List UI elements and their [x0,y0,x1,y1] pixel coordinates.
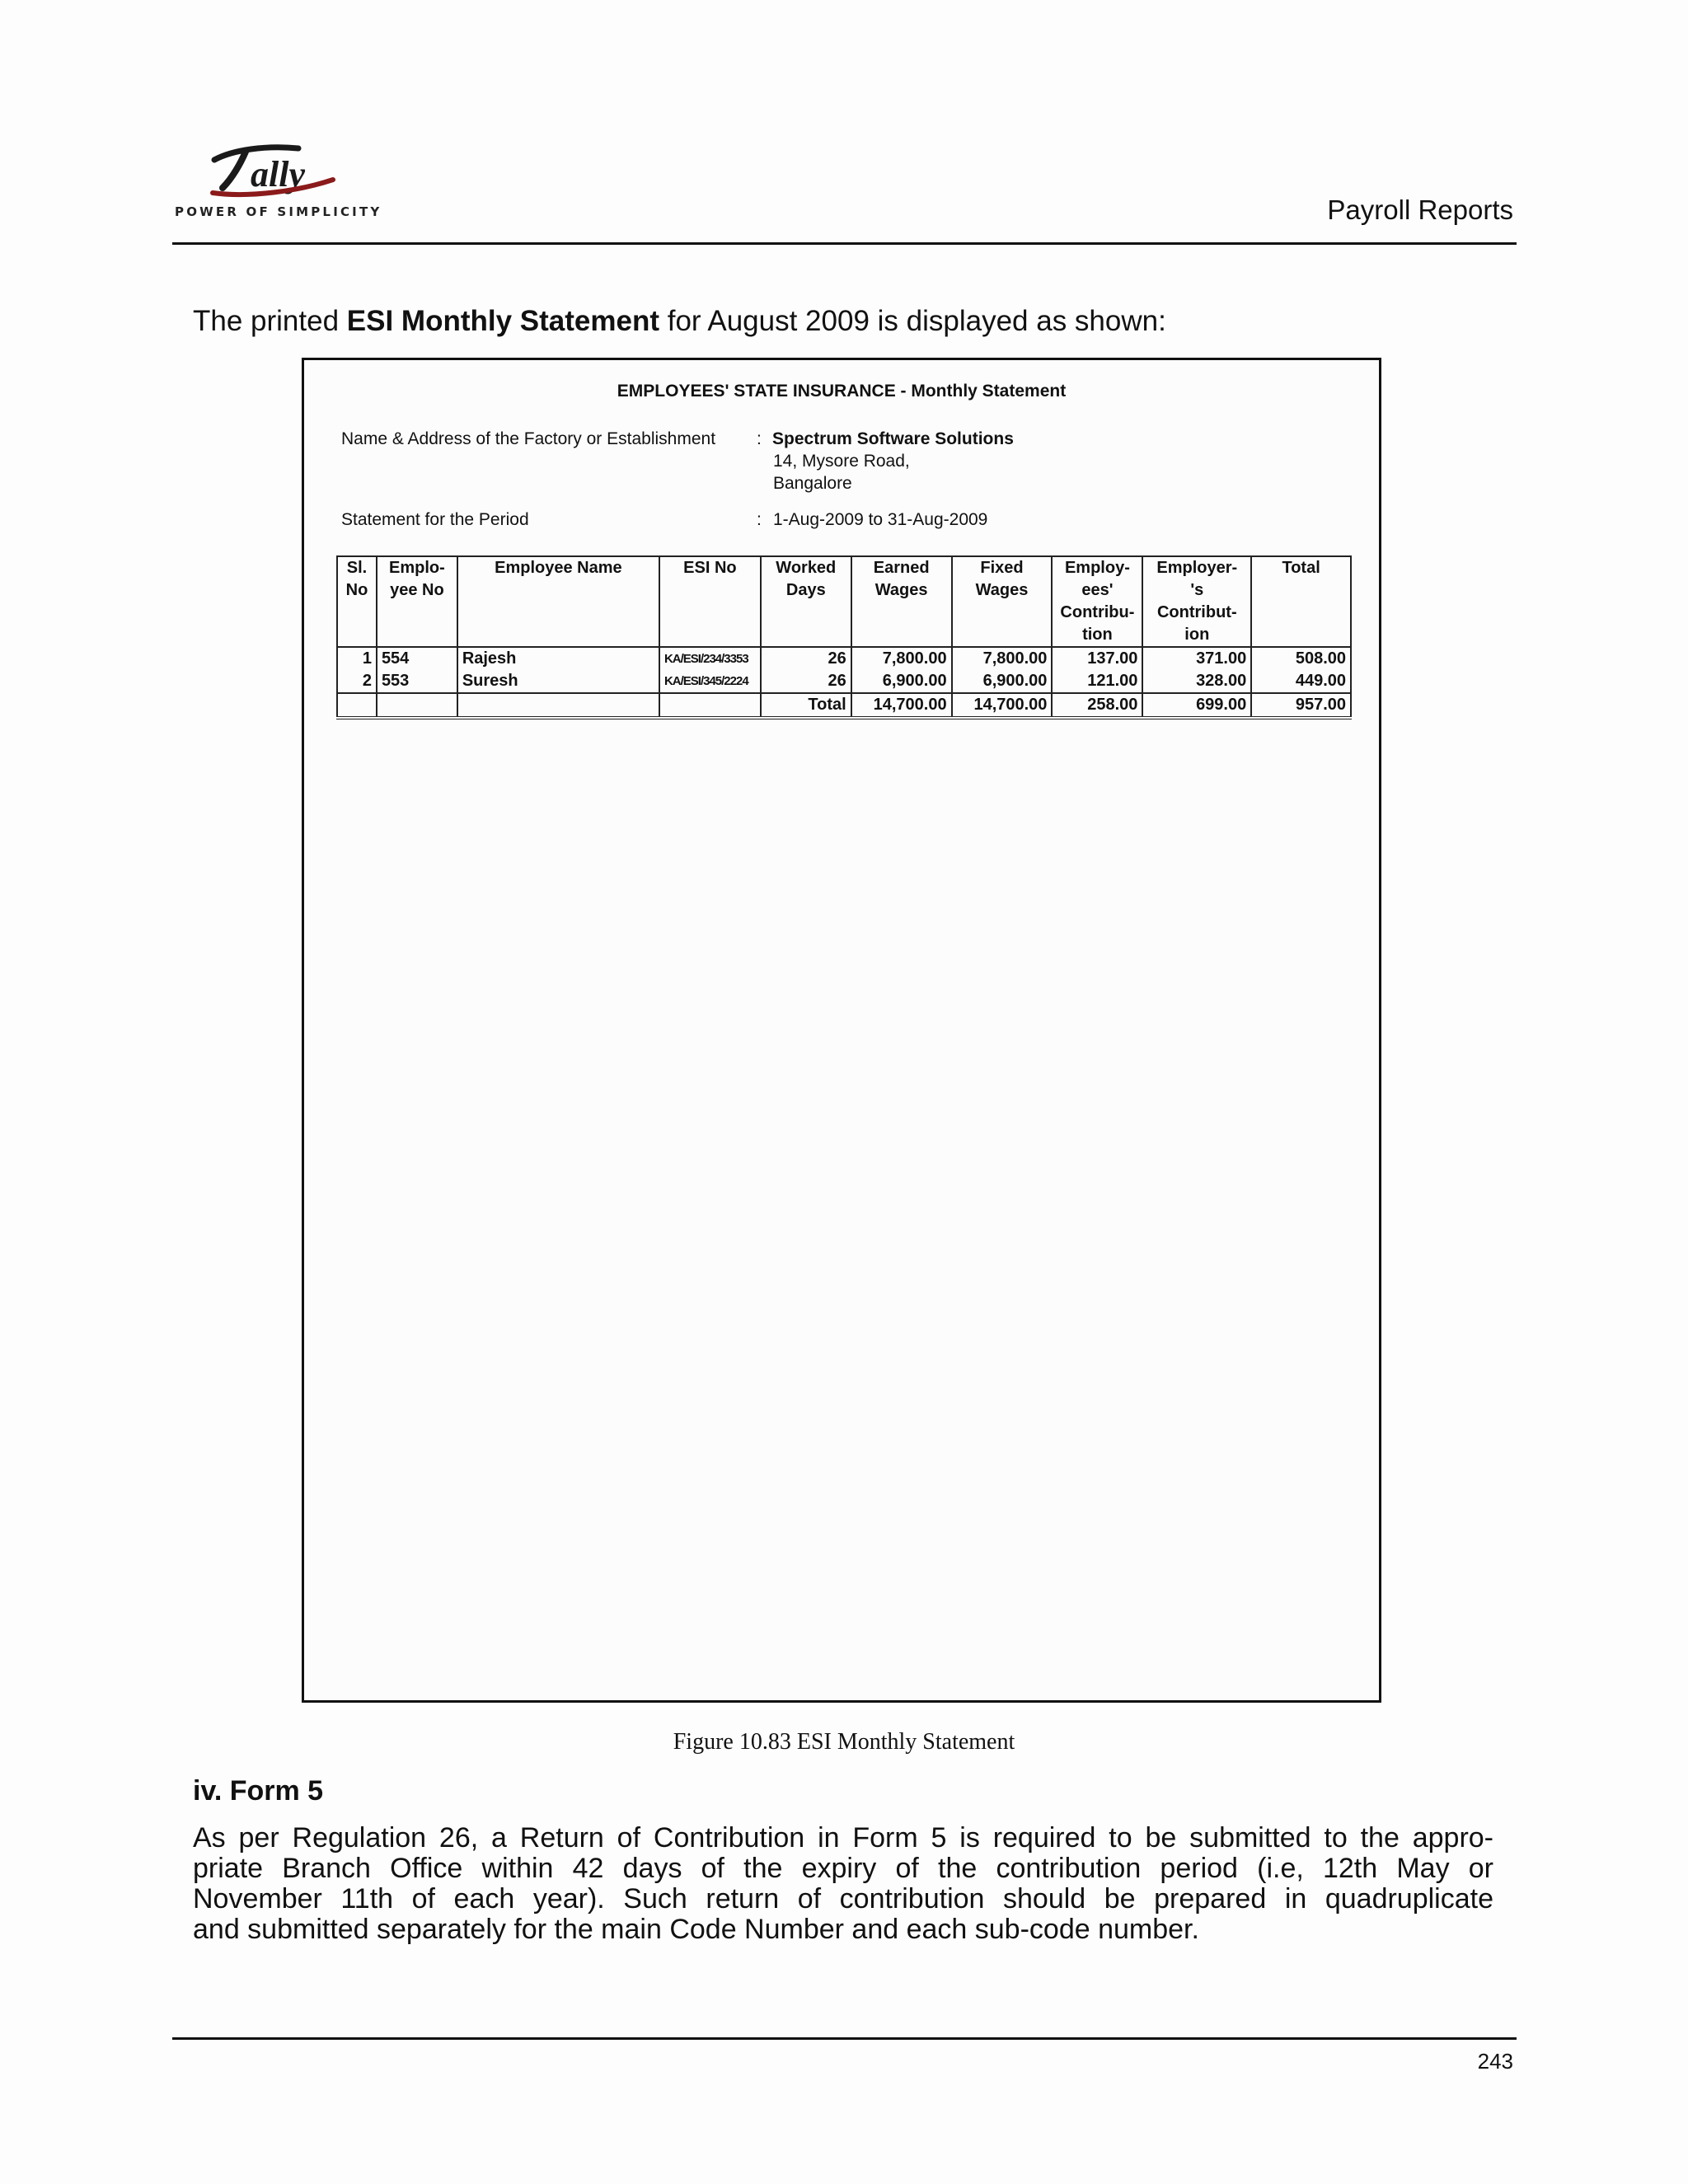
paragraph-line: As per Regulation 26, a Return of Contribution in Form 5 is required to be submitted to the appro- [193,1822,1493,1854]
paragraph-line: and submitted separately for the main Code Number and each sub-code number. [193,1914,1199,1945]
column-header-employees-contribution: Employ- ees' Contribu- tion [1052,556,1142,647]
cell-earned-wages: 6,900.00 [851,670,952,693]
establishment-label: Name & Address of the Factory or Establishment [341,429,716,448]
period-value: 1-Aug-2009 to 31-Aug-2009 [773,510,988,529]
total-earned-wages: 14,700.00 [851,693,952,718]
figure-caption: Figure 10.83 ESI Monthly Statement [673,1729,1015,1755]
column-header-employee-name: Employee Name [457,556,659,647]
page-number: 243 [1477,2049,1513,2074]
report-title: EMPLOYEES' STATE INSURANCE - Monthly Statement [617,382,1067,401]
total-grand: 957.00 [1251,693,1351,718]
address-line1: 14, Mysore Road, [773,452,910,471]
column-header-esi-no: ESI No [659,556,761,647]
tally-logo [175,138,382,221]
cell-empty [377,693,457,718]
cell-esi-no: KA/ESI/234/3353 [659,647,761,670]
section-paragraph [193,1823,1493,1945]
intro-text [193,305,1166,338]
footer-rule [172,2037,1517,2040]
period-label: Statement for the Period [341,510,529,529]
cell-employees-contribution: 137.00 [1052,647,1142,670]
cell-employees-contribution: 121.00 [1052,670,1142,693]
table-header-row [337,556,1351,647]
intro-before: The printed [193,305,347,337]
header-rule [172,242,1517,245]
section-title: Payroll Reports [1327,194,1513,225]
esi-statement-table [336,555,1352,719]
column-header-sl-no: Sl. No [337,556,377,647]
intro-after: for August 2009 is displayed as shown: [659,305,1166,337]
cell-employee-no: 554 [377,647,457,670]
cell-total: 508.00 [1251,647,1351,670]
cell-fixed-wages: 7,800.00 [952,647,1053,670]
cell-employee-name: Suresh [457,670,659,693]
total-fixed-wages: 14,700.00 [952,693,1053,718]
cell-empty [659,693,761,718]
cell-employers-contribution: 371.00 [1142,647,1251,670]
table-total-row [337,693,1351,718]
logo-tagline: POWER OF SIMPLICITY [175,204,382,219]
column-header-employee-no: Emplo- yee No [377,556,457,647]
section-heading: iv. Form 5 [193,1775,324,1807]
cell-worked-days: 26 [761,670,851,693]
cell-empty [337,693,377,718]
total-employers-contribution: 699.00 [1142,693,1251,718]
cell-employee-no: 553 [377,670,457,693]
svg-text:ally: ally [251,154,305,194]
paragraph-line: priate Branch Office within 42 days of the expiry of the contribution period (i.e, 12th May or [193,1853,1493,1884]
establishment-separator: : [757,429,762,448]
column-header-worked-days: Worked Days [761,556,851,647]
column-header-employers-contribution: Employer- 's Contribut- ion [1142,556,1251,647]
cell-total: 449.00 [1251,670,1351,693]
address-line2: Bangalore [773,474,852,493]
cell-sl-no: 1 [337,647,377,670]
cell-worked-days: 26 [761,647,851,670]
cell-sl-no: 2 [337,670,377,693]
cell-empty [457,693,659,718]
cell-employers-contribution: 328.00 [1142,670,1251,693]
total-employees-contribution: 258.00 [1052,693,1142,718]
paragraph-line: November 11th of each year). Such return of contribution should be prepared in quadruplicate [193,1883,1493,1915]
table-row [337,647,1351,670]
report-frame [302,358,1381,1703]
tally-logo-mark [175,138,373,204]
column-header-total: Total [1251,556,1351,647]
total-label: Total [761,693,851,718]
cell-esi-no: KA/ESI/345/2224 [659,670,761,693]
column-header-fixed-wages: Fixed Wages [952,556,1053,647]
period-separator: : [757,510,762,529]
intro-bold: ESI Monthly Statement [346,305,659,337]
cell-earned-wages: 7,800.00 [851,647,952,670]
cell-employee-name: Rajesh [457,647,659,670]
company-name: Spectrum Software Solutions [772,429,1014,448]
column-header-earned-wages: Earned Wages [851,556,952,647]
cell-fixed-wages: 6,900.00 [952,670,1053,693]
table-row [337,670,1351,693]
